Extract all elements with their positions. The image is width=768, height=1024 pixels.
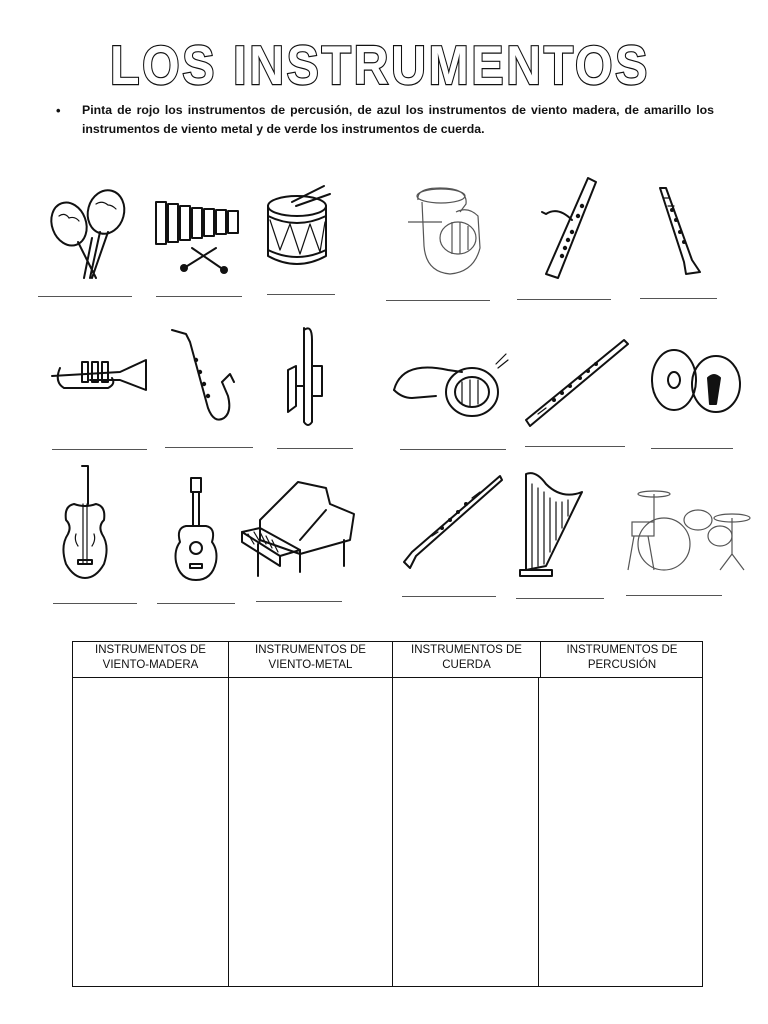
answer-line[interactable] — [517, 299, 611, 300]
answer-line[interactable] — [157, 603, 235, 604]
answer-line[interactable] — [52, 449, 147, 450]
answer-line[interactable] — [267, 294, 335, 295]
answer-line[interactable] — [156, 296, 242, 297]
answer-line[interactable] — [525, 446, 625, 447]
drum-kit-image — [624, 484, 752, 574]
answer-line[interactable] — [38, 296, 132, 297]
header-line1: INSTRUMENTOS DE — [411, 644, 522, 656]
header-line1: INSTRUMENTOS DE — [566, 644, 678, 656]
flute-icon — [524, 336, 630, 428]
tuba-icon — [396, 186, 500, 278]
title-text: LOS INSTRUMENTOS — [110, 34, 650, 96]
tuba-image — [396, 186, 500, 278]
maracas-icon — [44, 186, 136, 278]
drum-image — [266, 184, 332, 268]
answer-line[interactable] — [640, 298, 717, 299]
violin-icon — [60, 464, 110, 580]
header-viento-metal — [229, 642, 393, 678]
trombone-image — [282, 326, 326, 428]
answer-line[interactable] — [626, 595, 722, 596]
column-cuerda[interactable] — [393, 678, 539, 986]
saxophone-image — [170, 326, 236, 426]
cymbals-icon — [648, 346, 742, 414]
trumpet-image — [50, 356, 148, 396]
answer-line[interactable] — [53, 603, 137, 604]
header-percusion — [541, 642, 703, 678]
header-line2: VIENTO-METAL — [268, 659, 353, 671]
column-percusion[interactable] — [539, 678, 702, 986]
drum-kit-icon — [624, 484, 752, 574]
trumpet-icon — [50, 356, 148, 396]
answer-line[interactable] — [651, 448, 733, 449]
clarinet-image — [654, 186, 708, 276]
french-horn-icon — [392, 350, 510, 424]
clarinet-icon — [654, 186, 708, 276]
bassoon-icon — [538, 176, 604, 282]
saxophone-icon — [170, 326, 236, 426]
page-title — [0, 32, 768, 96]
xylophone-image — [154, 200, 242, 275]
answer-line[interactable] — [400, 449, 506, 450]
french-horn-image — [392, 350, 510, 424]
header-cuerda — [393, 642, 541, 678]
instruction-paragraph — [54, 101, 714, 139]
instruction-text: Pinta de rojo los instrumentos de percusión, de azul los instrumentos de viento madera, de amarillo los instrumentos de viento metal y de verde los instrumentos de cuerda. — [82, 103, 714, 136]
header-viento-madera — [73, 642, 229, 678]
answer-line[interactable] — [165, 447, 253, 448]
harp-image — [516, 470, 588, 578]
classification-table — [72, 641, 703, 987]
column-viento-metal[interactable] — [229, 678, 393, 986]
header-line1: INSTRUMENTOS DE — [95, 644, 206, 656]
oboe-image — [402, 474, 504, 570]
oboe-icon — [402, 474, 504, 570]
trombone-icon — [282, 326, 326, 428]
header-line2: CUERDA — [442, 659, 491, 671]
column-viento-madera[interactable] — [73, 678, 229, 986]
bullet-icon: • — [56, 103, 61, 118]
violin-image — [60, 464, 110, 580]
drum-icon — [266, 184, 332, 268]
header-line1: INSTRUMENTOS DE — [255, 644, 366, 656]
header-line2: VIENTO-MADERA — [102, 659, 199, 671]
bassoon-image — [538, 176, 604, 282]
answer-line[interactable] — [256, 601, 342, 602]
guitar-icon — [174, 476, 218, 584]
xylophone-icon — [154, 200, 242, 275]
guitar-image — [174, 476, 218, 584]
answer-line[interactable] — [516, 598, 604, 599]
answer-line[interactable] — [277, 448, 353, 449]
maracas-image — [44, 186, 136, 278]
header-line2: PERCUSIÓN — [587, 659, 657, 671]
flute-image — [524, 336, 630, 428]
answer-line[interactable] — [386, 300, 490, 301]
piano-image — [240, 480, 358, 584]
harp-icon — [516, 470, 588, 578]
piano-icon — [240, 480, 358, 584]
answer-line[interactable] — [402, 596, 496, 597]
cymbals-image — [648, 346, 742, 414]
